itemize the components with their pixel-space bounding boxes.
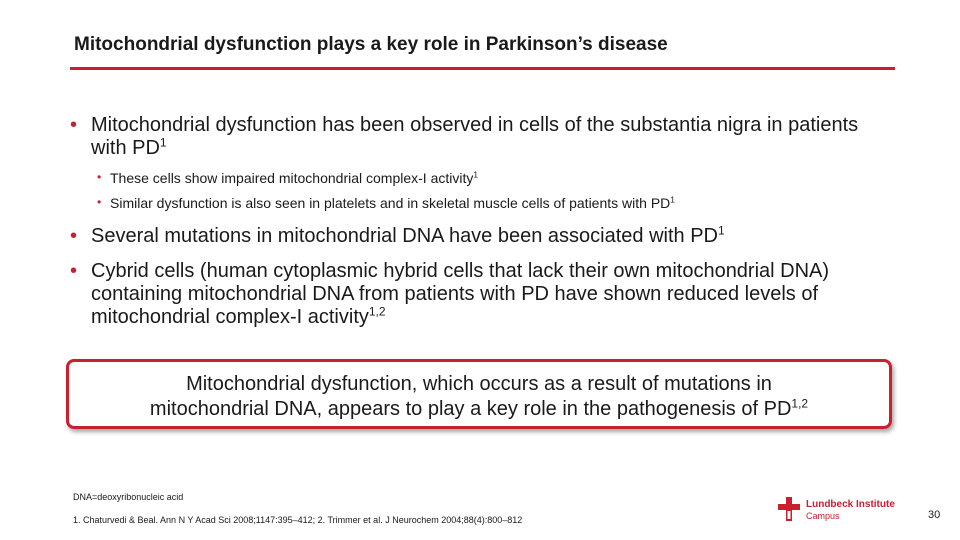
- bullet-item: [70, 114, 860, 160]
- callout-text: [69, 372, 889, 422]
- bullet-text: Cybrid cells (human cytoplasmic hybrid cells that lack their own mitochondrial DNA) containing mitochondrial DNA from patients with PD have shown reduced levels of mitochondrial complex-I activity: [91, 260, 830, 328]
- bullet-item: [70, 225, 890, 248]
- key-message-callout: [66, 359, 892, 429]
- bullet-item: [70, 260, 870, 329]
- bullet-marker: •: [70, 260, 78, 282]
- citation-superscript: 1: [159, 135, 167, 150]
- sub-bullet-text: These cells show impaired mitochondrial complex-I activity: [110, 170, 474, 186]
- bullet-marker: •: [70, 114, 78, 136]
- logo-name: Lundbeck Institute: [806, 499, 895, 510]
- title-divider: [70, 67, 895, 70]
- bullet-text: Several mutations in mitochondrial DNA have been associated with PD: [91, 225, 718, 247]
- citation-superscript: 1: [718, 223, 725, 238]
- bullet-text: Mitochondrial dysfunction has been observed in cells of the substantia nigra in patients with PD: [91, 114, 859, 159]
- sub-bullet-text: Similar dysfunction is also seen in platelets and in skeletal muscle cells of patients with PD: [110, 195, 671, 211]
- lundbeck-institute-logo: [776, 495, 901, 523]
- sub-bullet-marker: •: [97, 170, 102, 184]
- lundbeck-cross-icon: [778, 497, 800, 521]
- citation-superscript: 1: [473, 169, 479, 180]
- references-footnote: 1. Chaturvedi & Beal. Ann N Y Acad Sci 2008;1147:395–412; 2. Trimmer et al. J Neurochem 2004;88(4):800–812: [73, 515, 523, 525]
- citation-superscript: 1: [670, 194, 675, 205]
- bullet-marker: •: [70, 225, 78, 247]
- sub-bullet-item: [97, 194, 675, 212]
- logo-subtitle: Campus: [806, 511, 840, 521]
- citation-superscript: 1,2: [791, 396, 809, 411]
- slide-title: Mitochondrial dysfunction plays a key role in Parkinson’s disease: [74, 34, 668, 55]
- callout-line-2: mitochondrial DNA, appears to play a key role in the pathogenesis of PD: [149, 398, 792, 420]
- callout-line-1: Mitochondrial dysfunction, which occurs as a result of mutations in: [186, 373, 772, 395]
- citation-superscript: 1,2: [368, 304, 386, 319]
- sub-bullet-marker: •: [97, 195, 102, 209]
- page-number: 30: [928, 509, 941, 521]
- abbreviation-footnote: DNA=deoxyribonucleic acid: [73, 492, 184, 502]
- sub-bullet-item: [97, 169, 479, 187]
